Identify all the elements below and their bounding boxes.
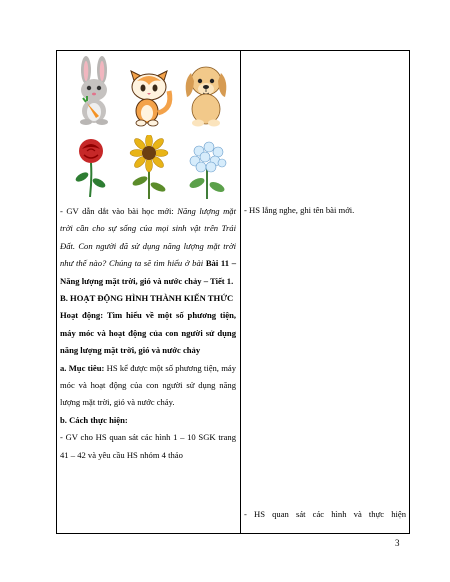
section-title (60, 290, 236, 307)
rose-image (72, 137, 110, 197)
illustrations (60, 51, 237, 205)
goal-paragraph (60, 360, 236, 412)
method-label (60, 412, 236, 429)
rabbit-image (69, 56, 119, 126)
page-number: 3 (395, 538, 400, 548)
lesson-title: Bài 11 – Năng lượng mặt trời, gió và nước chảy – Tiết 1. (60, 258, 236, 286)
teacher-activity-column (60, 51, 237, 533)
kitten-image (123, 61, 175, 127)
student-activity-column (244, 51, 407, 533)
section-title-text: B. HOẠT ĐỘNG HÌNH THÀNH KIẾN THỨC (60, 293, 234, 304)
lesson-table (56, 50, 410, 534)
intro-italic: Năng lượng mặt trời cần cho sự sống của mọi sinh vật trên Trái Đất. Con người đã sử dụng năng lượng mặt trời như thế nào? Chúng ta sẽ tìm hiểu ở bài (60, 206, 236, 269)
activity-heading (60, 307, 236, 359)
intro-paragraph (60, 203, 236, 290)
hydrangea-image (184, 139, 230, 199)
teacher-text (60, 203, 236, 464)
method-label-text: b. Cách thực hiện: (60, 414, 128, 425)
student-response-1: - HS lắng nghe, ghi tên bài mới. (244, 205, 355, 215)
activity-heading-text: Hoạt động: Tìm hiểu về một số phương tiện, máy móc và hoạt động của con người sử dụng năng lượng mặt trời, gió và nước chảy (60, 310, 236, 356)
puppy-image (179, 59, 234, 127)
student-response-2: - HS quan sát các hình và thực hiện (244, 509, 406, 519)
goal-label: a. Mục tiêu: (60, 362, 105, 373)
sunflower-image (126, 135, 172, 199)
goal-text: HS kể được một số phương tiện, máy móc và hoạt động của con người sử dụng năng lượng mặt trời, gió và nước chảy. (60, 362, 236, 408)
column-divider (240, 51, 241, 533)
intro-lead: - GV dẫn dắt vào bài học mới: (60, 206, 178, 216)
method-text: - GV cho HS quan sát các hình 1 – 10 SGK trang 41 – 42 và yêu cầu HS nhóm 4 thảo (60, 432, 236, 460)
